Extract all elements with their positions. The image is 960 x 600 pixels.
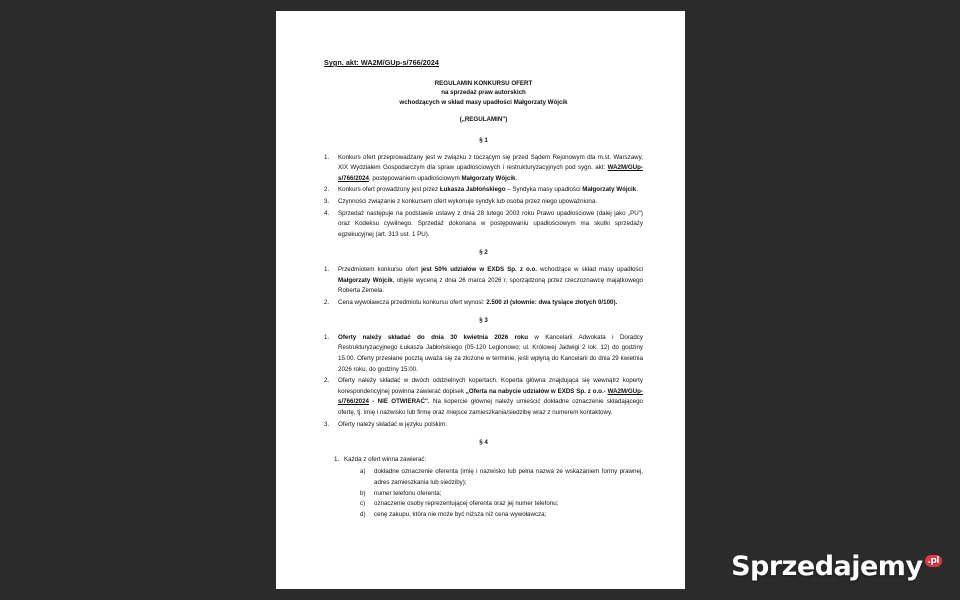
item-number: 1. (324, 333, 330, 341)
title-line-1: REGULAMIN KONKURSU OFERT (434, 79, 533, 87)
sygn-prefix: Sygn. akt: (324, 58, 361, 67)
section-3-heading: § 3 (479, 317, 488, 325)
s4-b-text: numer telefonu oferenta; (374, 489, 442, 497)
s2-i1-text: Przedmiotem konkursu ofert (338, 265, 422, 273)
s3-i2-text2: Na kopercie głównej należy umieścić dokładne oznaczenie składającego ofertę, tj. imię i nazwisko lub firmę oraz miejsce zamieszkania/siedzibę wraz z numerem kontaktowy. (338, 398, 643, 417)
s3-i3-text: Oferty należy składać w języku polskim. (338, 420, 448, 428)
s3-item-3 (324, 420, 643, 431)
s2-item-2 (324, 298, 643, 309)
title-line-3: wchodzących w skład masy upadłości Małgorzaty Wójcik (399, 98, 568, 106)
title-line-2: na sprzedaż praw autorskich (441, 89, 526, 97)
item-number: 2. (324, 377, 330, 385)
s1-i2-text: Konkurs ofert prowadzony jest przez (338, 186, 440, 194)
s3-i2-sygn: WA2M/GUp-s/766/2024 (338, 387, 643, 406)
s4-i1-text: Każda z ofert winna zawierać: (344, 455, 427, 463)
item-number: 2. (324, 186, 330, 194)
s4-sub-b (360, 489, 643, 500)
s2-i1-subject: jest 50% udziałów w EXDS Sp. z o.o. (421, 265, 537, 273)
s2-i1-text2: wchodzące w skład masy upadłości (536, 265, 643, 273)
section-4-list (324, 455, 643, 521)
s1-item-2 (324, 185, 643, 196)
doc-title (324, 79, 643, 108)
s1-item-3 (324, 197, 643, 208)
section-4-heading: § 4 (479, 439, 488, 447)
s4-sublist (360, 467, 643, 520)
s1-item-1 (324, 153, 643, 185)
s2-i1-name: Małgorzaty Wójcik (338, 276, 393, 284)
sprzedajemy-watermark (731, 551, 942, 582)
item-number: 3. (324, 420, 330, 428)
s3-i1-deadline: Oferty należy składać do dnia 30 kwietnia 2026 roku (338, 333, 528, 341)
item-number: 3. (324, 197, 330, 205)
section-1-heading: § 1 (479, 136, 488, 144)
s1-i2-syndic: Łukasza Jabłońskiego (439, 186, 506, 194)
item-number: 4. (324, 209, 330, 217)
case-signature (324, 58, 643, 69)
sygn-number: WA2M/GUp-s/766/2024 (360, 58, 439, 67)
section-3-list (324, 333, 643, 430)
section-1-list (324, 153, 643, 241)
watermark-text: Sprzedajemy (731, 551, 923, 582)
s1-i1-text2: , postępowaniem upadłościowym (368, 174, 462, 182)
s4-d-text: cenę zakupu, która nie może być niższa niż cena wywoławcza; (374, 510, 547, 518)
s1-i2-text2: – Syndyka masy upadłości (505, 186, 583, 194)
s3-i2-note: „Oferta na nabycie udziałów w EXDS Sp. z o.o.- (465, 387, 608, 395)
watermark-badge: .pl (925, 555, 942, 567)
item-number: 2. (324, 298, 330, 306)
s1-i1-text: Konkurs ofert przeprowadzany jest w związku z toczącym się przed Sądem Rejonowym dla m.st. Warszawy, XIX Wydziałem Gospodarczym dla spraw upadłościowych i restrukturyzacyjnych pod sygn. akt: (338, 153, 643, 172)
s3-item-2 (324, 376, 643, 418)
sub-number: c) (360, 500, 366, 508)
s1-i1-name: Małgorzaty Wójcik (461, 174, 516, 182)
s1-i4-text: Sprzedaż następuje na podstawie ustawy z dnia 28 lutego 2003 roku Prawo upadłościowe (dalej jako „PU") oraz Kodeksu cywilnego. Sprzedaż dokonana w postępowaniu upadłościowym ma skutki sprzedaży egzekucyjnej (art. 313 ust. 1 PU). (338, 209, 643, 238)
s1-i3-text: Czynności związanie z konkursem ofert wykonuje syndyk lub osoba przez niego upoważniona. (338, 197, 597, 205)
item-number: 1. (334, 455, 340, 463)
s4-a-text: dokładne oznaczenie oferenta (imię i nazwisko lub pełna nazwa ze wskazaniem formy prawnej, adres zamieszkania lub siedziby); (374, 468, 643, 486)
s1-i1-end: . (515, 174, 518, 182)
s3-item-1 (324, 333, 643, 375)
sub-number: b) (360, 489, 366, 497)
s4-c-text: oznaczenie osoby reprezentującej oferenta oraz jej numer telefonu; (374, 500, 559, 508)
sub-number: d) (360, 510, 366, 518)
section-2-heading: § 2 (479, 249, 488, 257)
short-name: („REGULAMIN") (459, 116, 508, 124)
s2-i1-text3: , objęte wyceną z dnia 26 marca 2026 r. sporządzoną przez rzeczoznawcę majątkowego Roberta Zemela. (338, 276, 643, 295)
section-2-list (324, 265, 643, 308)
sub-number: a) (360, 468, 366, 476)
s2-i2-price: 2.500 zł (słownie: dwa tysiące złotych 0/100). (486, 298, 618, 306)
document-page (276, 11, 685, 589)
item-number: 1. (324, 153, 330, 161)
s4-sub-d (360, 510, 643, 521)
s4-item-1 (324, 455, 643, 521)
s4-sub-c (360, 499, 643, 510)
s1-i2-name: Małgorzaty Wójcik (582, 186, 637, 194)
s3-i1-text: w Kancelarii Adwokata i Doradcy Restrukturyzacyjnego Łukasza Jabłońskiego (05-120 Legionowo; ul. Królowej Jadwigi 2 lok. 12) do godziny 15.00. Oferty przesłane pocztą uważa się za złożone w terminie, jeśli wpłyną do Kancelarii do dnia 29 kwietnia 2026 roku, do godziny 15:00. (338, 333, 643, 373)
s1-i1-sygn: WA2M/GUp-s/766/2024 (338, 164, 643, 182)
s1-item-4 (324, 209, 643, 241)
s3-i2-text: Oferty należy składać w dwóch oddzielnych kopertach. Koperta główna znajdująca się wewnątrz koperty korespondencyjnej powinna zawierać dopisek (338, 377, 643, 395)
s3-i2-note-end: - NIE OTWIERAĆ". (368, 398, 430, 406)
s1-i2-end: . (636, 186, 638, 194)
s2-item-1 (324, 265, 643, 297)
s2-i2-text: Cena wywoławcza przedmiotu konkursu ofert wynosi: (338, 298, 487, 306)
item-number: 1. (324, 265, 330, 273)
s4-sub-a (360, 467, 643, 488)
